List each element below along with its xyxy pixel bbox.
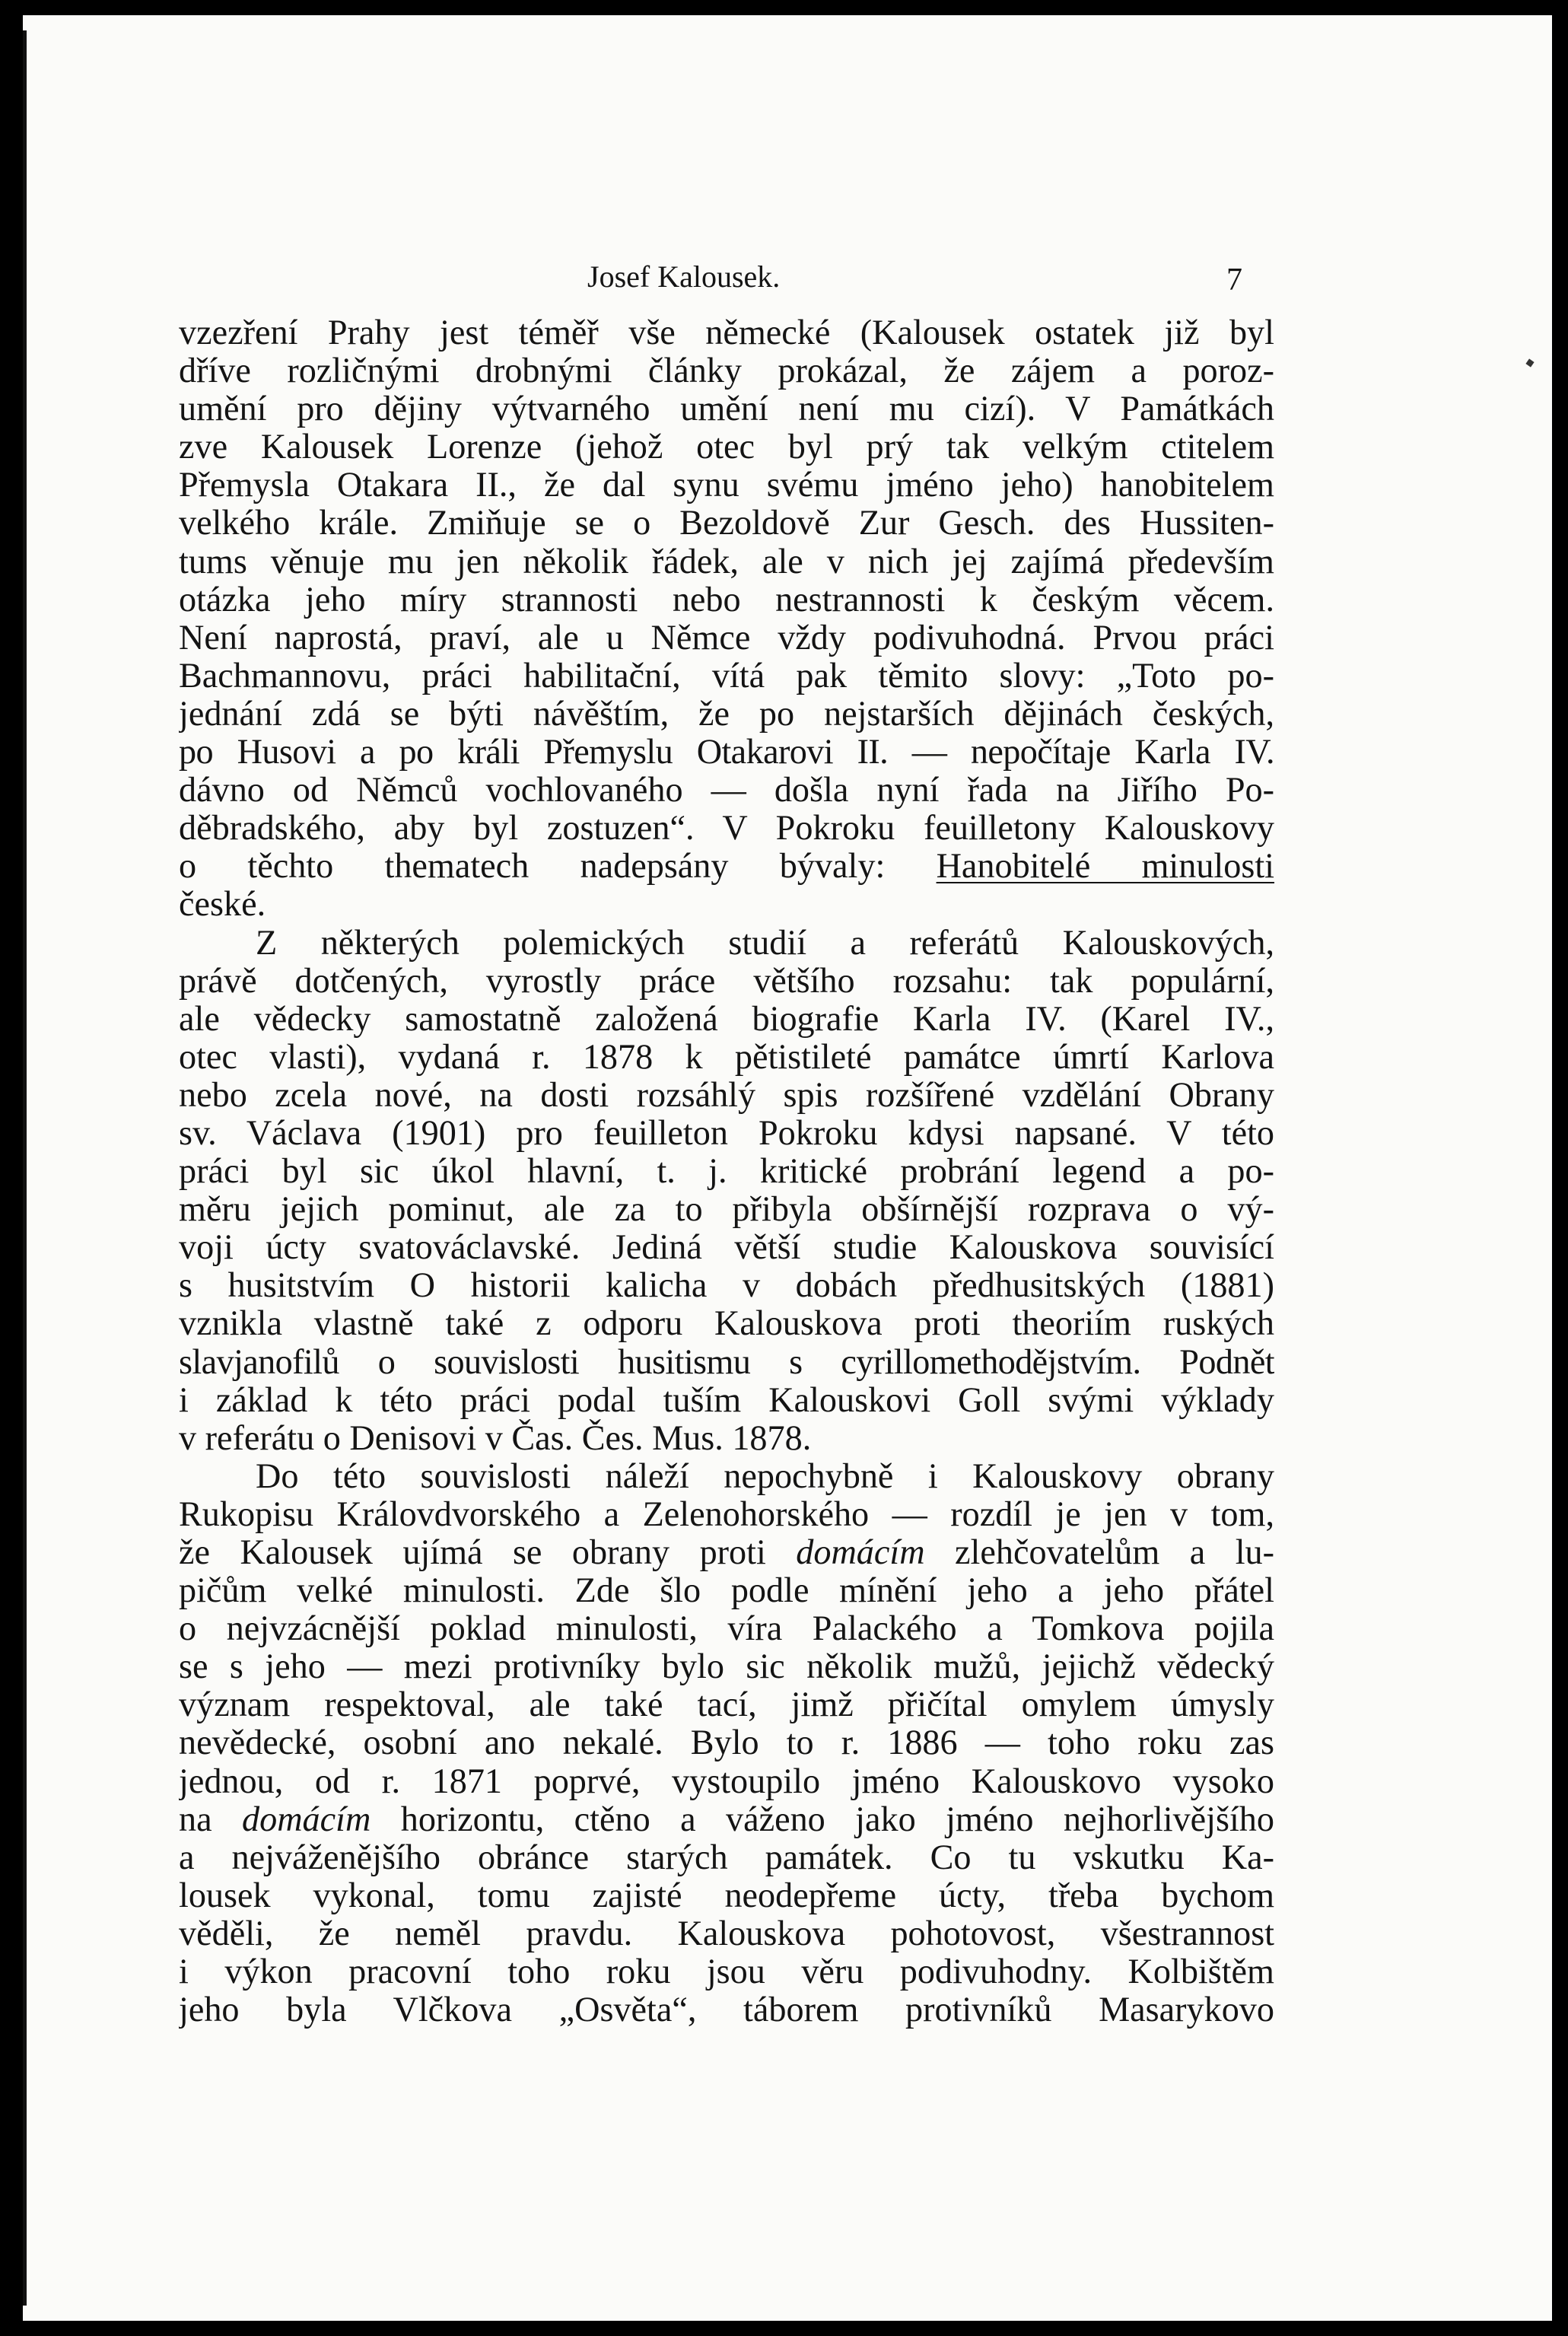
underlined-phrase: Hanobitelé minulosti <box>936 847 1274 886</box>
text-line: na domácím horizontu, ctěno a váženo jako jméno nejhorlivějšího <box>179 1800 1274 1838</box>
text-line: pičům velké minulosti. Zde šlo podle mínění jeho a jeho přátel <box>179 1571 1274 1610</box>
body-text <box>179 313 1274 2029</box>
running-header <box>0 259 1568 297</box>
text-line: práci byl sic úkol hlavní, t. j. kritické probrání legend a po- <box>179 1152 1274 1191</box>
text-line: umění pro dějiny výtvarného umění není mu cizí). V Památkách <box>179 390 1274 428</box>
text-line: otec vlasti), vydaná r. 1878 k pětistileté památce úmrtí Karlova <box>179 1037 1274 1076</box>
text-line: o těchto thematech nadepsány bývaly: Hanobitelé minulosti <box>179 847 1274 886</box>
text-line: nevědecké, osobní ano nekalé. Bylo to r. 1886 — toho roku zas <box>179 1723 1274 1762</box>
running-title: Josef Kalousek. <box>587 259 781 294</box>
page-number: 7 <box>1226 263 1242 298</box>
text-line: i výkon pracovní toho roku jsou věru podivuhodny. Kolbištěm <box>179 1953 1274 1991</box>
text-line: děbradského, aby byl zostuzen“. V Pokroku feuilletony Kalouskovy <box>179 809 1274 848</box>
text-line: nebo zcela nové, na dosti rozsáhlý spis rozšířené vzdělání Obrany <box>179 1075 1274 1114</box>
text-line: velkého krále. Zmiňuje se o Bezoldově Zur Gesch. des Hussiten- <box>179 504 1274 543</box>
text-line: po Husovi a po králi Přemyslu Otakarovi II. — nepočítaje Karla IV. <box>179 733 1274 772</box>
text-line: sv. Václava (1901) pro feuilleton Pokroku kdysi napsané. V této <box>179 1113 1274 1152</box>
text-line: tums věnuje mu jen několik řádek, ale v nich jej zajímá především <box>179 542 1274 581</box>
text-line: věděli, že neměl pravdu. Kalouskova pohotovost, všestrannost <box>179 1914 1274 1953</box>
text-line: jednání zdá se býti návěštím, že po nejstarších dějinách českých, <box>179 694 1274 733</box>
text-line: Přemysla Otakara II., že dal synu svému jméno jeho) hanobitelem <box>179 466 1274 504</box>
text-line: lousek vykonal, tomu zajisté neodepřeme úcty, třeba bychom <box>179 1876 1274 1914</box>
text-line: Rukopisu Královdvorského a Zelenohorského — rozdíl je jen v tom, <box>179 1494 1274 1533</box>
paragraph-end-line: v referátu o Denisovi v Čas. Čes. Mus. 1878. <box>179 1418 812 1457</box>
text-line: že Kalousek ujímá se obrany proti domácím zlehčovatelům a lu- <box>179 1533 1274 1571</box>
text-line: měru jejich pominut, ale za to přibyla obšírnější rozprava o vý- <box>179 1190 1274 1229</box>
paragraph-first-line: Z některých polemických studií a referátů Kalouskových, <box>256 923 1274 962</box>
text-line: dříve rozličnými drobnými články prokázal, že zájem a poroz- <box>179 352 1274 390</box>
text-line: zve Kalousek Lorenze (jehož otec byl prý tak velkým ctitelem <box>179 428 1274 466</box>
binding-edge <box>23 30 27 2306</box>
text-line: dávno od Němců vochlovaného — došla nyní řada na Jiřího Po- <box>179 771 1274 810</box>
text-line: význam respektoval, ale také tací, jimž přičítal omylem úmysly <box>179 1685 1274 1724</box>
text-line: Bachmannovu, práci habilitační, vítá pak těmito slovy: „Toto po- <box>179 656 1274 695</box>
paragraph-first-line: Do této souvislosti náleží nepochybně i Kalouskovy obrany <box>256 1456 1274 1495</box>
text-line: Není naprostá, praví, ale u Němce vždy podivuhodná. Prvou práci <box>179 618 1274 657</box>
text-line: i základ k této práci podal tuším Kalouskovi Goll svými výklady <box>179 1380 1274 1419</box>
text-line: s husitstvím O historii kalicha v dobách předhusitských (1881) <box>179 1266 1274 1305</box>
text-line: vznikla vlastně také z odporu Kalouskova proti theoriím ruských <box>179 1304 1274 1343</box>
text-line: o nejvzácnější poklad minulosti, víra Palackého a Tomkova pojila <box>179 1609 1274 1648</box>
text-line: právě dotčených, vyrostly práce většího rozsahu: tak populární, <box>179 961 1274 1000</box>
text-line: otázka jeho míry strannosti nebo nestrannosti k českým věcem. <box>179 580 1274 619</box>
text-line: jednou, od r. 1871 poprvé, vystoupilo jméno Kalouskovo vysoko <box>179 1762 1274 1800</box>
text-line: se s jeho — mezi protivníky bylo sic několik mužů, jejichž vědecký <box>179 1647 1274 1686</box>
text-line: a nejváženějšího obránce starých památek. Co tu vskutku Ka- <box>179 1838 1274 1876</box>
text-line: jeho byla Vlčkova „Osvěta“, táborem protivníků Masarykovo <box>179 1991 1274 2029</box>
italic-word: domácím <box>796 1533 925 1571</box>
text-line: slavjanofilů o souvislosti husitismu s cyrillomethodějstvím. Podnět <box>179 1342 1274 1381</box>
text-line: vzezření Prahy jest téměř vše německé (Kalousek ostatek již byl <box>179 313 1274 352</box>
paragraph-end-line: české. <box>179 885 266 924</box>
italic-word: domácím <box>242 1800 371 1838</box>
text-line: voji úcty svatováclavské. Jediná větší studie Kalouskova souvisící <box>179 1228 1274 1267</box>
text-line: ale vědecky samostatně založená biografie Karla IV. (Karel IV., <box>179 999 1274 1038</box>
